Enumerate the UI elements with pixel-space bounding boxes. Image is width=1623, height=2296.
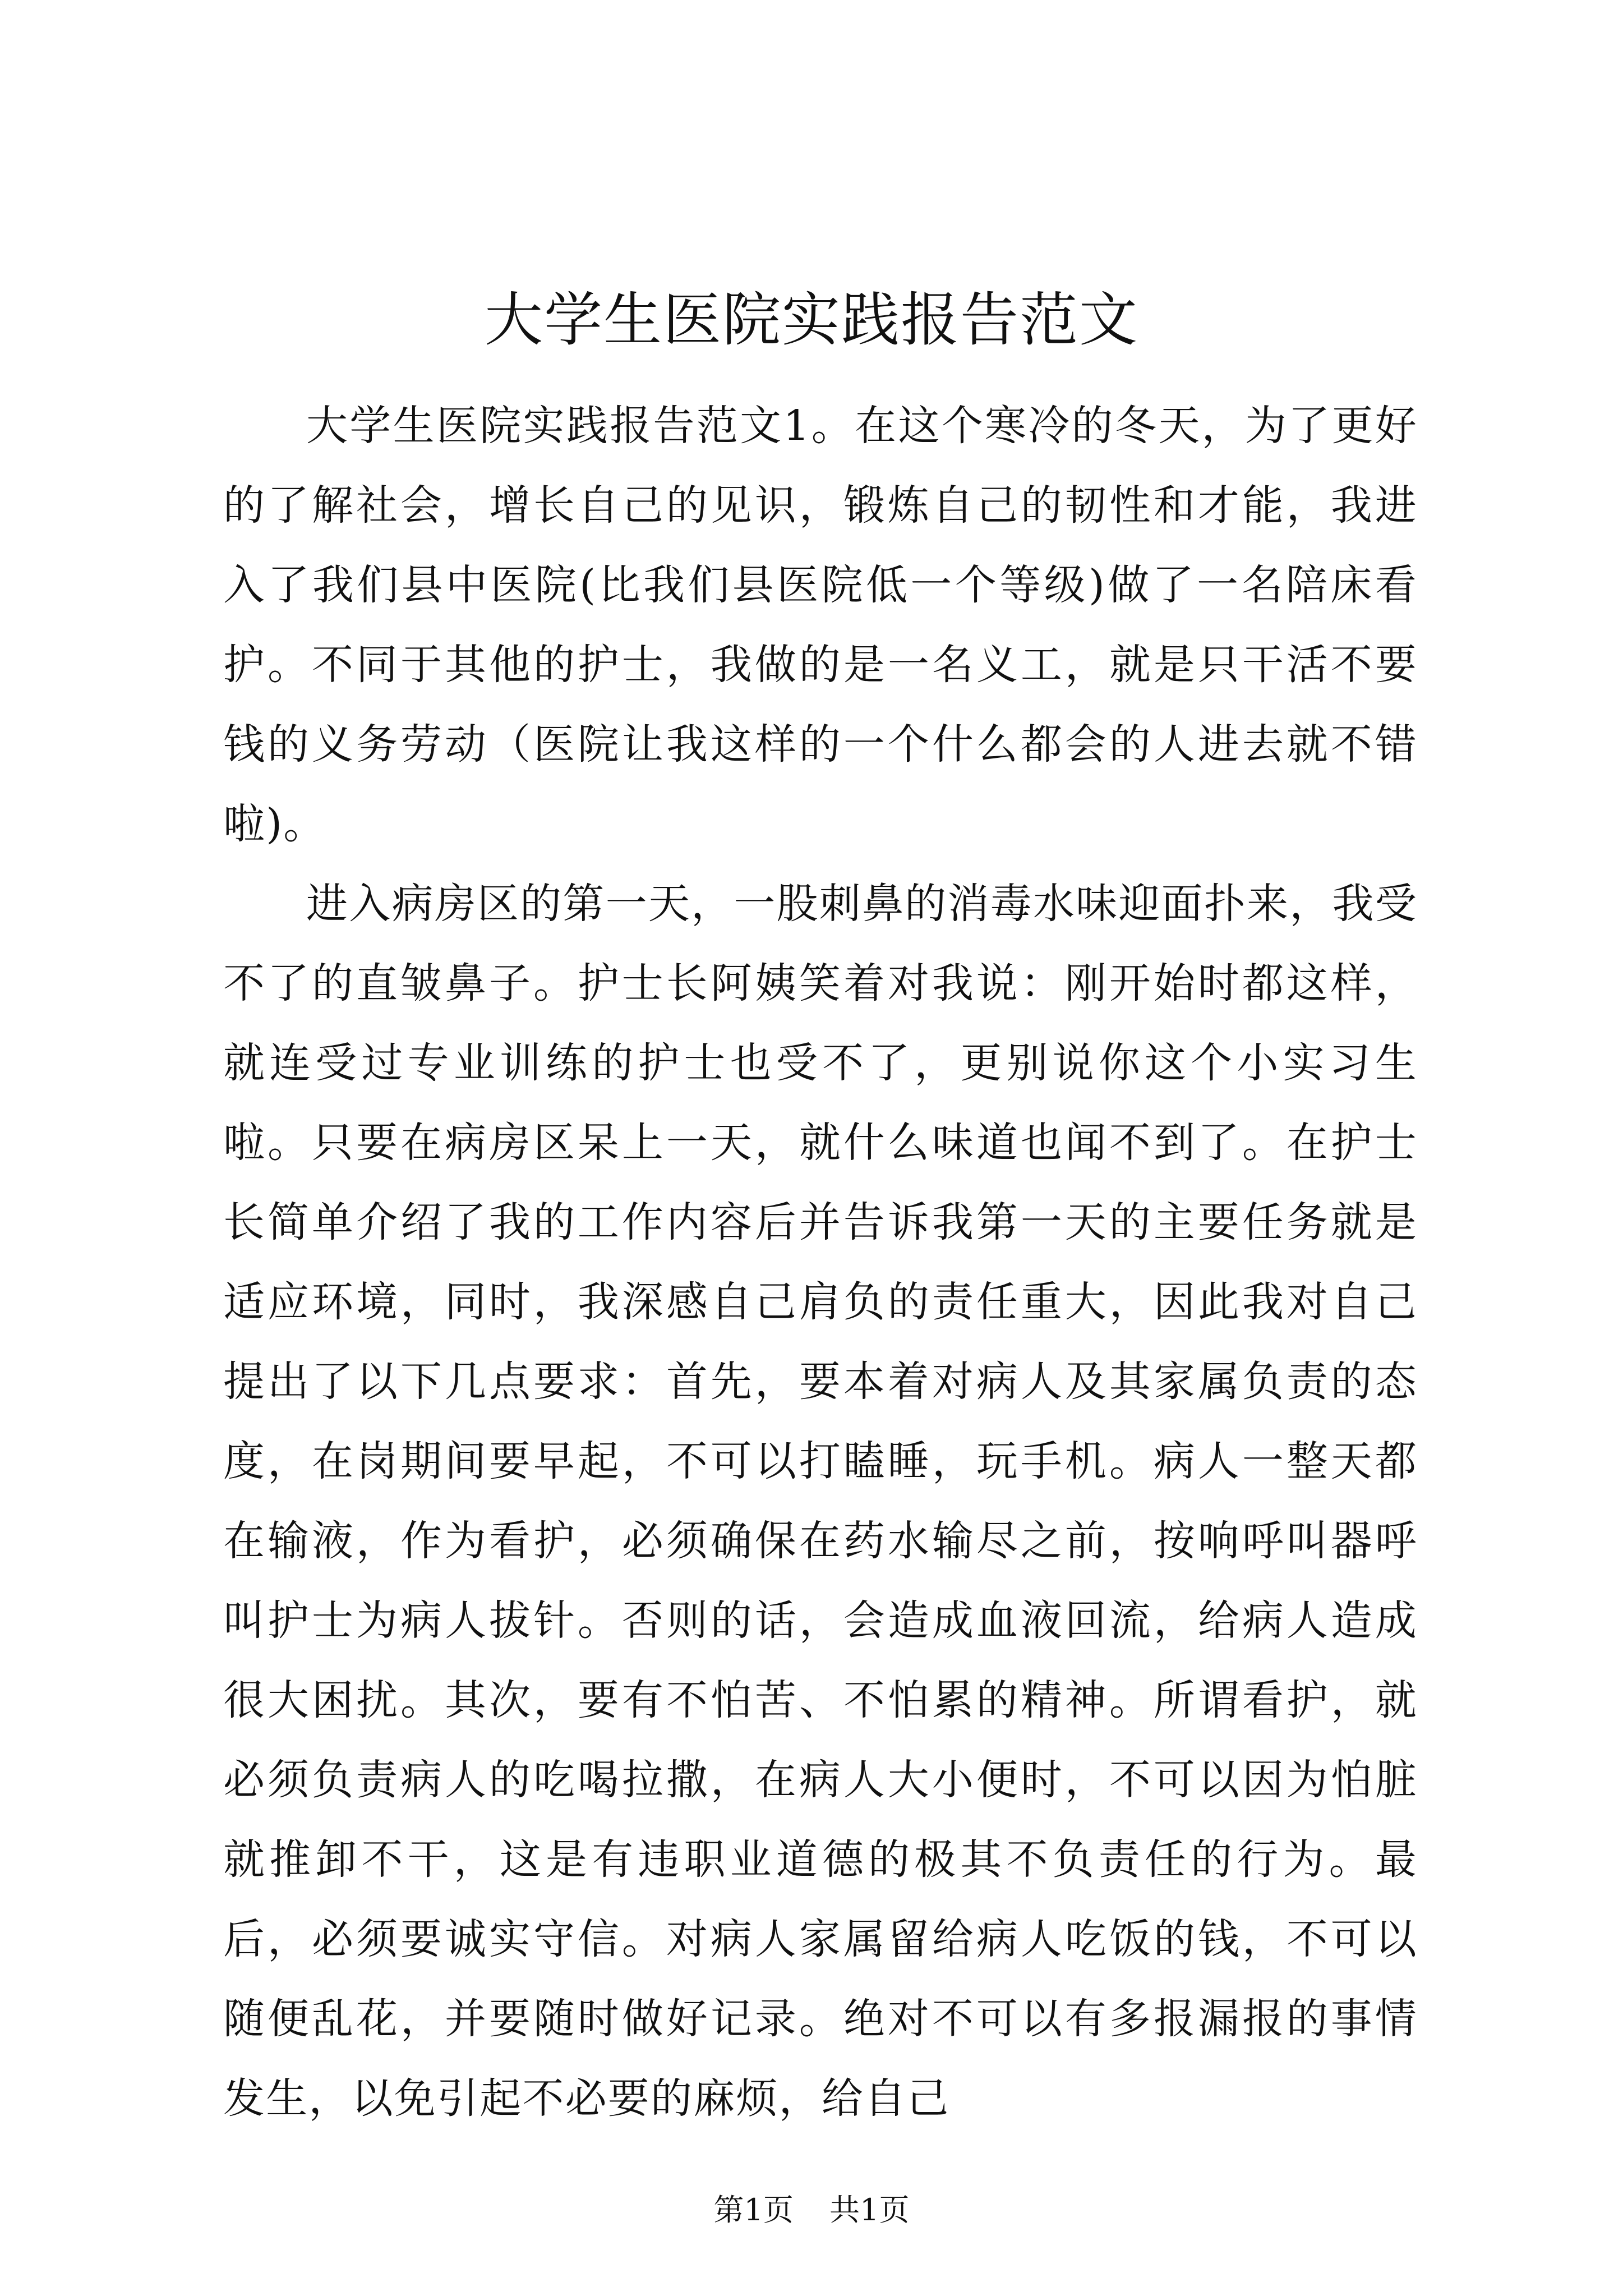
paragraph-2: 进入病房区的第一天，一股刺鼻的消毒水味迎面扑来，我受不了的直皱鼻子。护士长阿姨笑着对我说：刚开始时都这样，就连受过专业训练的护士也受不了，更别说你这个小实习生啦。只要在病房区呆上一天，就什么味道也闻不到了。在护士长简单介绍了我的工作内容后并告诉我第一天的主要任务就是适应环境，同时，我深感自己肩负的责任重大，因此我对自己提出了以下几点要求：首先，要本着对病人及其家属负责的态度，在岗期间要早起，不可以打瞌睡，玩手机。病人一整天都在输液，作为看护，必须确保在药水输尽之前，按响呼叫器呼叫护士为病人拔针。否则的话，会造成血液回流，给病人造成很大困扰。其次，要有不怕苦、不怕累的精神。所谓看护，就必须负责病人的吃喝拉撒，在病人大小便时，不可以因为怕脏就推卸不干，这是有违职业道德的极其不负责任的行为。最后，必须要诚实守信。对病人家属留给病人吃饭的钱，不可以随便乱花，并要随时做好记录。绝对不可以有多报漏报的事情发生，以免引起不必要的麻烦，给自己 bbox=[223, 880, 1418, 2123]
page-footer bbox=[0, 2191, 1623, 2230]
page-total: 共1页 bbox=[829, 2192, 910, 2228]
document-body bbox=[223, 386, 1418, 2138]
page-number: 第1页 bbox=[713, 2192, 794, 2228]
paragraph-1: 大学生医院实践报告范文1。在这个寒冷的冬天，为了更好的了解社会，增长自己的见识，锻炼自己的韧性和才能，我进入了我们县中医院(比我们县医院低一个等级)做了一名陪床看护。不同于其他的护士，我做的是一名义工，就是只干活不要钱的义务劳动（医院让我这样的一个什么都会的人进去就不错啦)。 bbox=[223, 402, 1418, 848]
document-title: 大学生医院实践报告范文 bbox=[484, 286, 1138, 354]
